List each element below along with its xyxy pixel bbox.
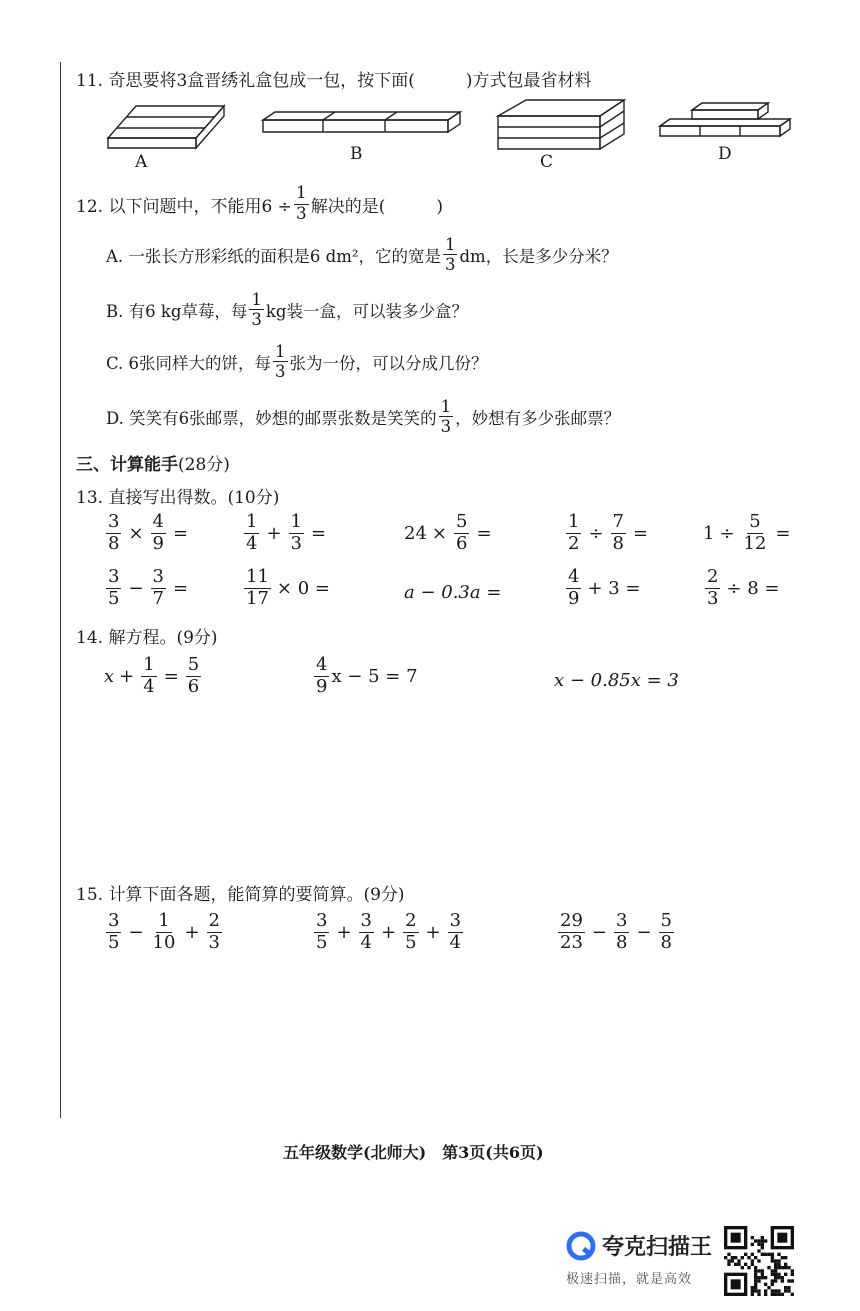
q13-expr-2: $\frac{1}{4}$ + $\frac{1}{3}$ = xyxy=(246,511,327,554)
q13-expr-1: $\frac{3}{8}$ × $\frac{4}{9}$ = xyxy=(108,511,189,554)
q15-expr-1: $\frac{3}{5}$ − $\frac{1}{10}$ + $\frac{2}{3}$ xyxy=(108,910,220,953)
scanner-watermark xyxy=(566,1230,712,1261)
q13-expr-9: $\frac{4}{9}$ + 3 = xyxy=(568,566,641,609)
q12-option-a: A. 一张长方形彩纸的面积是6 dm²，它的宽是 $\frac{1}{3}$ dm，长是多少分米？ xyxy=(106,235,618,275)
q14-equation-1: x + $\frac{1}{4}$ = $\frac{5}{6}$ xyxy=(104,654,200,697)
q13-expr-3: 24 × $\frac{5}{6}$ = xyxy=(404,511,492,554)
q14-title: 14. 解方程。(9分) xyxy=(76,628,218,648)
q12-fraction: $\frac{1}{3}$ xyxy=(295,183,307,224)
q14-equation-3: x − 0.85x = 3 xyxy=(554,670,679,691)
q13-expr-6: $\frac{3}{5}$ − $\frac{3}{7}$ = xyxy=(108,566,189,609)
q15-title: 15. 计算下面各题，能简算的要简算。(9分) xyxy=(76,885,405,905)
q13-expr-10: $\frac{2}{3}$ ÷ 8 = xyxy=(707,566,780,609)
option-b-label: B xyxy=(350,144,363,164)
scanner-logo-icon xyxy=(566,1231,596,1261)
q13-expr-7: $\frac{11}{17}$ × 0 = xyxy=(246,566,330,609)
q12-pre: 12. 以下问题中，不能用6 ÷ xyxy=(76,196,292,217)
option-a-label: A xyxy=(135,152,148,172)
q14-equation-2: $\frac{4}{9}$ x − 5 = 7 xyxy=(316,654,418,697)
page-footer: 五年级数学(北师大) 第3页(共6页) xyxy=(283,1143,544,1162)
section-title: 三、计算能手(28分) xyxy=(76,455,230,475)
q12-option-d: D. 笑笑有6张邮票，妙想的邮票张数是笑笑的 $\frac{1}{3}$ ，妙想有多少张邮票？ xyxy=(106,397,621,437)
q11-figures xyxy=(100,96,810,176)
q11-text: 11. 奇思要将3盒晋绣礼盒包成一包，按下面( )方式包最省材料 xyxy=(76,71,592,91)
q13-title: 13. 直接写出得数。(10分) xyxy=(76,488,280,508)
q12-option-b: B. 有6 kg草莓，每 $\frac{1}{3}$ kg装一盒，可以装多少盒？ xyxy=(106,290,468,330)
scanner-slogan: 极速扫描，就是高效 xyxy=(566,1272,693,1287)
margin-line xyxy=(60,62,61,1118)
q15-expr-2: $\frac{3}{5}$ + $\frac{3}{4}$ + $\frac{2}{5}$ + $\frac{3}{4}$ xyxy=(316,910,462,953)
option-a-figure xyxy=(108,106,224,148)
q15-expr-3: $\frac{29}{23}$ − $\frac{3}{8}$ − $\frac{5}{8}$ xyxy=(560,910,672,953)
q13-expr-5: 1 ÷ $\frac{5}{12}$ = xyxy=(703,511,791,554)
option-d-figure xyxy=(660,103,790,136)
option-b-figure xyxy=(263,112,460,132)
option-c-figure xyxy=(498,100,624,149)
option-c-label: C xyxy=(540,152,554,172)
q12-post: 解决的是( ) xyxy=(310,196,443,217)
q12-text xyxy=(76,185,443,224)
q13-expr-4: $\frac{1}{2}$ ÷ $\frac{7}{8}$ = xyxy=(568,511,649,554)
option-d-label: D xyxy=(718,144,732,164)
qr-code-icon xyxy=(724,1226,794,1296)
q13-expr-8: a − 0.3a = xyxy=(404,582,502,603)
q12-option-c: C. 6张同样大的饼，每 $\frac{1}{3}$ 张为一份，可以分成几份？ xyxy=(106,342,488,382)
scanner-brand: 夸克扫描王 xyxy=(602,1235,713,1260)
